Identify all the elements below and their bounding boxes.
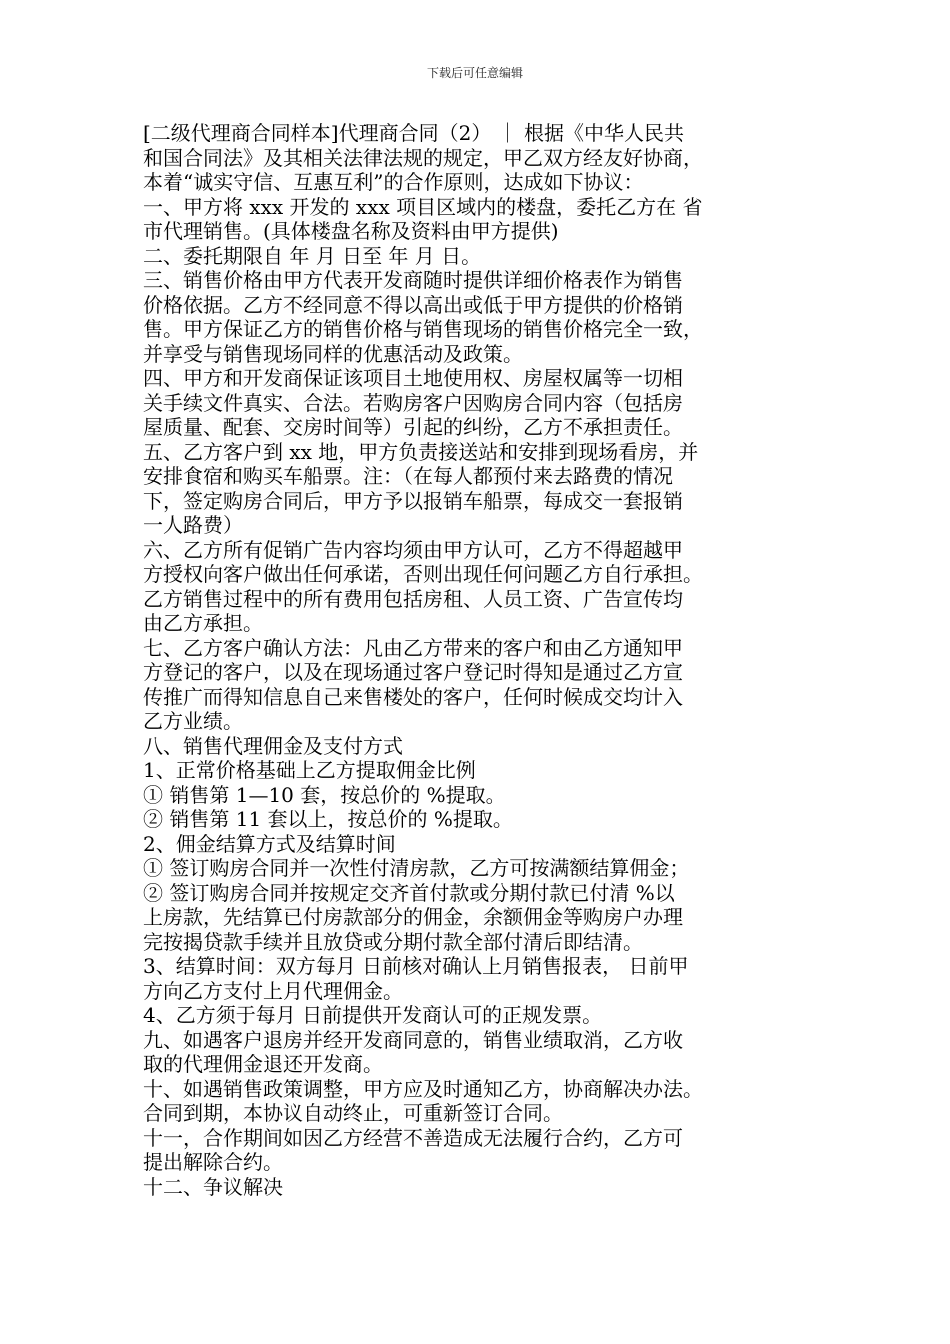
text-line: 五、乙方客户到 xx 地，甲方负责接送站和安排到现场看房，并 (143, 439, 699, 464)
text-line: ① 签订购房合同并一次性付清房款，乙方可按满额结算佣金； (143, 856, 690, 880)
text-line: 方向乙方支付上月代理佣金。 (143, 978, 403, 1003)
text-line: 下，签定购房合同后，甲方予以报销车船票，每成交一套报销 (143, 488, 683, 513)
text-line: 1、正常价格基础上乙方提取佣金比例 (143, 758, 476, 782)
text-line: 提出解除合约。 (143, 1150, 283, 1174)
text-line: 由乙方承担。 (143, 611, 263, 635)
text-line: 三、销售价格由甲方代表开发商随时提供详细价格表作为销售 (143, 268, 683, 292)
text-line: 4、乙方须于每月 日前提供开发商认可的正规发票。 (143, 1003, 603, 1027)
document-body (143, 121, 823, 1199)
text-line: 安排食宿和购买车船票。注：（在每人都预付来去路费的情况 (143, 464, 673, 488)
text-line: 方登记的客户，以及在现场通过客户登记时得知是通过乙方宣 (143, 660, 683, 684)
text-line: ② 签订购房合同并按规定交齐首付款或分期付款已付清 %以 (143, 880, 675, 905)
text-line: 八、销售代理佣金及支付方式 (143, 733, 403, 758)
text-line: 取的代理佣金退还开发商。 (143, 1052, 383, 1076)
text-line: 十一，合作期间如因乙方经营不善造成无法履行合约，乙方可 (143, 1125, 683, 1150)
text-line: 本着“诚实守信、互惠互利”的合作原则，达成如下协议： (143, 170, 644, 194)
text-line: 售。甲方保证乙方的销售价格与销售现场的销售价格完全一致， (143, 317, 703, 341)
text-line: 传推广而得知信息自己来售楼处的客户，任何时候成交均计入 (143, 684, 683, 709)
text-line: 十、如遇销售政策调整，甲方应及时通知乙方，协商解决办法。 (143, 1076, 703, 1101)
text-line: 九、如遇客户退房并经开发商同意的，销售业绩取消，乙方收 (143, 1027, 683, 1052)
text-line: 十二、争议解决 (143, 1174, 283, 1199)
text-line: 完按揭贷款手续并且放贷或分期付款全部付清后即结清。 (143, 929, 643, 954)
text-line: ② 销售第 11 套以上，按总价的 %提取。 (143, 807, 513, 831)
text-line: 和国合同法》及其相关法律法规的规定，甲乙双方经友好协商， (143, 145, 703, 170)
text-line: 方授权向客户做出任何承诺，否则出现任何问题乙方自行承担。 (143, 562, 703, 586)
text-line: 市代理销售。(具体楼盘名称及资料由甲方提供) (143, 219, 559, 243)
text-line: 六、乙方所有促销广告内容均须由甲方认可，乙方不得超越甲 (143, 537, 683, 562)
text-line: 屋质量、配套、交房时间等）引起的纠纷，乙方不承担责任。 (143, 415, 683, 439)
text-line: 乙方销售过程中的所有费用包括房租、人员工资、广告宣传均 (143, 586, 683, 611)
text-line: 二、委托期限自 年 月 日至 年 月 日。 (143, 243, 482, 268)
text-line: 关手续文件真实、合法。若购房客户因购房合同内容（包括房 (143, 390, 683, 415)
text-line: 一、甲方将 xxx 开发的 xxx 项目区域内的楼盘，委托乙方在 省 (143, 194, 703, 219)
text-line: 合同到期，本协议自动终止，可重新签订合同。 (143, 1101, 563, 1125)
text-line: 乙方业绩。 (143, 709, 243, 733)
text-line: 2、佣金结算方式及结算时间 (143, 831, 396, 856)
text-line: 价格依据。乙方不经同意不得以高出或低于甲方提供的价格销 (143, 292, 683, 317)
text-line: 一人路费） (143, 513, 243, 537)
text-line: ① 销售第 1—10 套，按总价的 %提取。 (143, 782, 506, 807)
text-line: 四、甲方和开发商保证该项目土地使用权、房屋权属等一切相 (143, 366, 683, 390)
text-line: 上房款，先结算已付房款部分的佣金，余额佣金等购房户办理 (143, 905, 683, 929)
text-line: 七、乙方客户确认方法：凡由乙方带来的客户和由乙方通知甲 (143, 635, 683, 660)
text-line: [二级代理商合同样本]代理商合同（2） ｜ 根据《中华人民共 (143, 121, 685, 145)
text-line: 并享受与销售现场同样的优惠活动及政策。 (143, 341, 523, 366)
page-header: 下载后可任意编辑 (426, 66, 523, 80)
text-line: 3、结算时间：双方每月 日前核对确认上月销售报表， 日前甲 (143, 954, 689, 978)
